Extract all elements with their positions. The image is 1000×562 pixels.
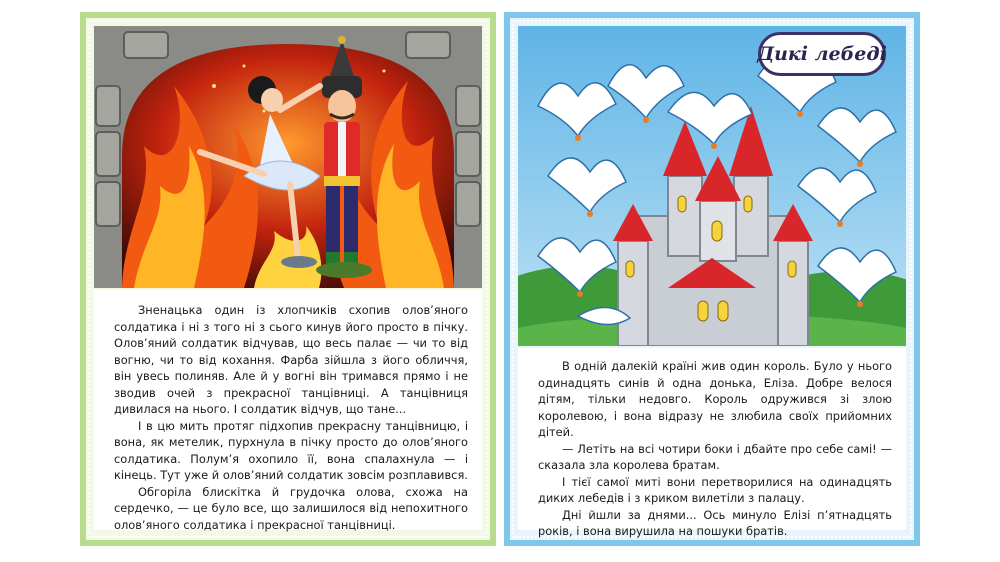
story-text [518, 348, 906, 539]
paragraph: В одній далекій країні жив один король. Було у нього одинадцять синів й одна донька, Еліза. Добре велося дітям, тільки недовго. Король одружився зі злою королевою, і вона відразу не злюбила своїх прийомних дітей. [538, 359, 892, 440]
paragraph: Обгоріла блискітка й грудочка олова, схожа на сердечко, — це було все, що залишилося від непохитного олов’яного солдатика і прекрасної танцівниці. [114, 484, 468, 532]
paragraph: Дні йшли за днями... Ось минуло Елізі п’ятнадцять років, і вона вирушила на пошуки братів. [538, 507, 892, 539]
ballerina-soldier-illustration [94, 26, 482, 288]
story-title-badge [758, 32, 886, 76]
right-page [504, 12, 920, 546]
left-page [80, 12, 496, 546]
story-title: Дикі лебеді [757, 43, 887, 65]
paragraph: Зненацька один із хлопчиків схопив олов’яного солдатика і ні з того ні з сього кинув його просто в пічку. Олов’яний солдатик відчував, що весь палає — чи то від вогню, чи то від кохання. Фарба зійшла з його обличчя, він увесь полиняв. Але й у вогні він тримався прямо і не зводив очей з прекрасної танцівниці. А танцівниця дивилася на нього. І солдатик відчув, що тане... [114, 303, 468, 417]
story-text [94, 290, 482, 530]
paragraph: І в цю мить протяг підхопив прекрасну танцівницю, і вона, як метелик, пурхнула в пічку просто до олов’яного солдатика. Полум’я охопило її, вона спалахнула — і кінець. Тут уже й олов’яний солдатик зовсім розплавився. [114, 418, 468, 483]
paragraph: — Летіть на всі чотири боки і дбайте про себе самі! — сказала зла королева братам. [538, 441, 892, 473]
paragraph: І тієї самої миті вони перетворилися на одинадцять диких лебедів і з криком вилетіли з палацу. [538, 474, 892, 506]
